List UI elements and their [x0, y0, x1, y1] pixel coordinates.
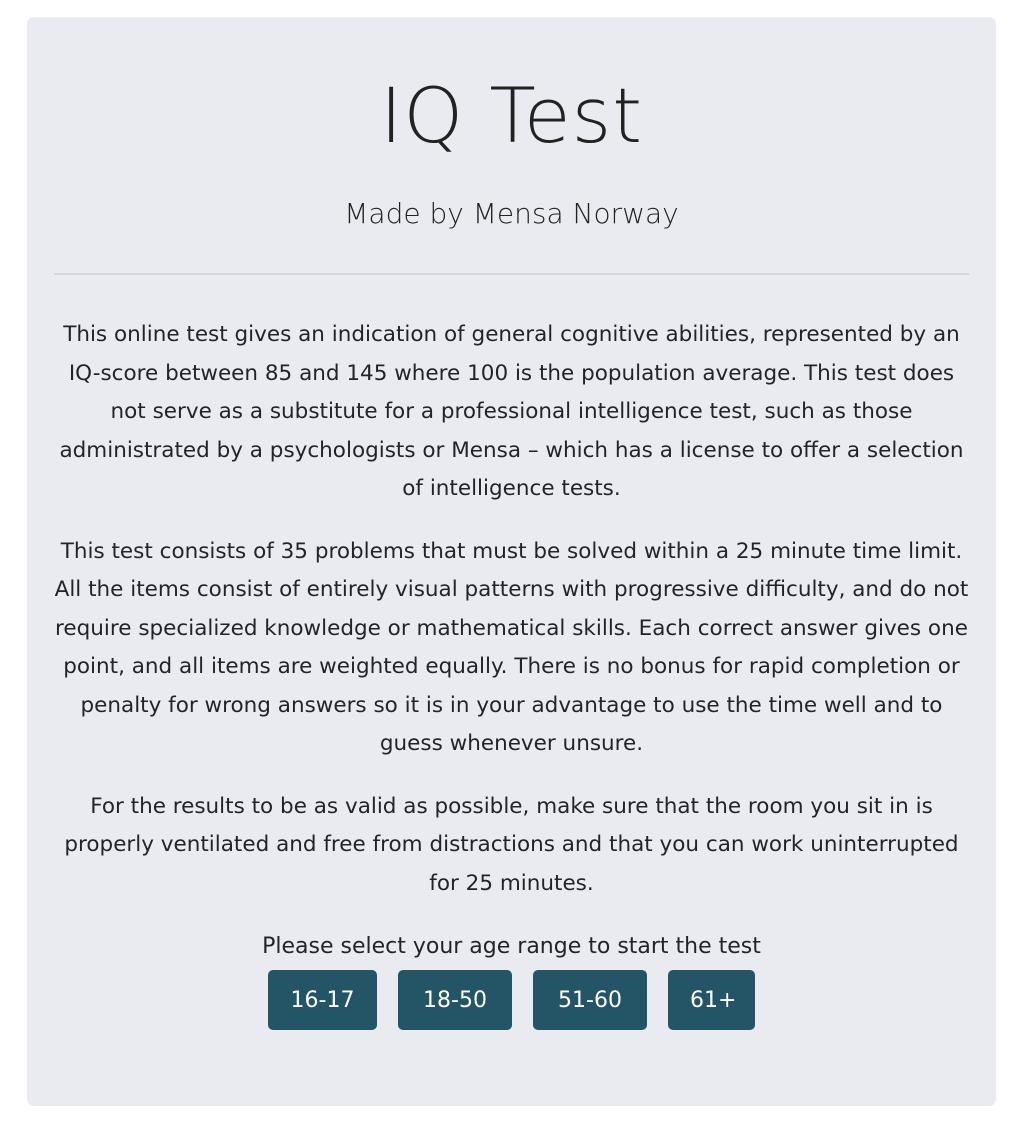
- age-select-prompt: Please select your age range to start the test: [262, 934, 761, 959]
- page-title: IQ Test: [379, 71, 644, 160]
- age-button-61-plus[interactable]: 61+: [668, 970, 755, 1030]
- intro-paragraph-3: For the results to be as valid as possible, make sure that the room you sit in is properly ventilated and free from distractions and that you can work uninterrupted for 25 minutes.: [64, 793, 959, 896]
- age-button-18-50[interactable]: 18-50: [398, 970, 512, 1030]
- divider: [54, 273, 969, 275]
- age-button-51-60[interactable]: 51-60: [533, 970, 647, 1030]
- page-subtitle: Made by Mensa Norway: [344, 197, 679, 230]
- age-button-16-17[interactable]: 16-17: [268, 970, 377, 1030]
- intro-card: [27, 17, 996, 1106]
- intro-paragraph-2: This test consists of 35 problems that must be solved within a 25 minute time limit. All the items consist of entirely visual patterns with progressive difficulty, and do not require specialized knowledge or mathematical skills. Each correct answer gives one point, and all items are weighted equally. There is no bonus for rapid completion or penalty for wrong answers so it is in your advantage to use the time well and to guess whenever unsure.: [54, 538, 969, 756]
- intro-paragraph-1: This online test gives an indication of general cognitive abilities, represented by an IQ-score between 85 and 145 where 100 is the population average. This test does not serve as a substitute for a professional intelligence test, such as those administrated by a psychologists or Mensa – which has a license to offer a selection of intelligence tests.: [59, 322, 964, 501]
- age-button-group: [54, 970, 969, 1030]
